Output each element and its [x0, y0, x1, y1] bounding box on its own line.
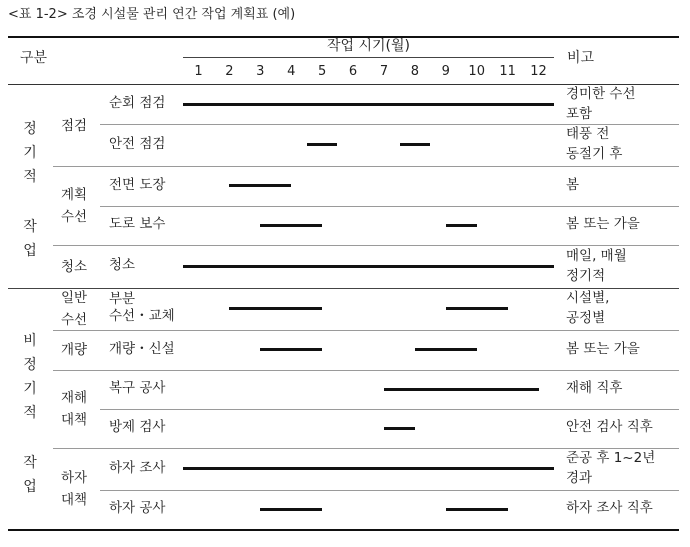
month-label-11: 11	[499, 64, 516, 79]
schedule-bar	[384, 388, 539, 391]
note-text: 봄 또는 가을	[566, 340, 640, 357]
note-text: 준공 후 1~2년 경과	[566, 450, 656, 486]
schedule-bar	[183, 467, 554, 470]
row-divider	[100, 490, 679, 491]
group-label-char: 정	[23, 121, 37, 137]
month-label-7: 7	[379, 64, 389, 79]
schedule-bar	[384, 427, 415, 430]
month-label-12: 12	[530, 64, 547, 79]
group-label	[20, 0, 40, 1]
month-label-8: 8	[410, 64, 419, 79]
subgroup-label: 일반 수선	[60, 290, 88, 328]
schedule-bar	[415, 348, 477, 351]
group-label-char: 정	[23, 357, 37, 373]
task-label: 도로 보수	[109, 216, 166, 232]
group-label-char: 기	[23, 381, 37, 397]
table-caption: <표 1-2> 조경 시설물 관리 연간 작업 계획표 (예)	[8, 7, 296, 22]
note-text: 시설별, 공정별	[566, 290, 610, 326]
group-label-char: 적	[23, 169, 37, 185]
task-label: 순회 점검	[109, 95, 166, 111]
schedule-bar	[446, 307, 508, 310]
schedule-bar	[229, 184, 291, 187]
row-divider	[53, 166, 679, 167]
month-label-1: 1	[194, 64, 203, 79]
note-text: 경미한 수선 포함	[566, 85, 636, 122]
group-label-char: 업	[23, 243, 37, 259]
schedule-bar	[260, 348, 322, 351]
group-label-char: 작	[23, 455, 37, 471]
row-divider	[100, 206, 679, 207]
task-label: 하자 조사	[109, 459, 166, 476]
schedule-bar	[307, 143, 337, 146]
schedule-bar	[446, 508, 508, 511]
task-label: 복구 공사	[109, 380, 166, 396]
header-note: 비고	[567, 50, 595, 66]
group-label-char: 적	[23, 405, 37, 421]
group-label-char: 작	[23, 219, 37, 235]
note-text: 안전 검사 직후	[566, 419, 653, 435]
subgroup-label: 개량	[60, 342, 88, 358]
schedule-bar	[400, 143, 430, 146]
group-label-char: 비	[23, 333, 37, 349]
month-label-9: 9	[441, 64, 450, 79]
task-label: 부분 수선・교체	[109, 291, 175, 324]
schedule-bar	[260, 508, 322, 511]
month-label-4: 4	[287, 64, 296, 79]
task-label: 방제 검사	[109, 419, 166, 435]
month-label-2: 2	[225, 64, 234, 79]
schedule-bar	[229, 307, 322, 310]
month-label-3: 3	[256, 64, 265, 79]
month-label-5: 5	[317, 64, 327, 79]
task-label: 전면 도장	[109, 176, 166, 193]
schedule-bar	[183, 265, 554, 268]
row-divider	[100, 409, 679, 410]
note-text: 봄 또는 가을	[566, 216, 640, 232]
row-divider	[53, 370, 679, 371]
header-period: 작업 시기(월)	[327, 38, 410, 54]
schedule-bar	[260, 224, 322, 227]
note-text: 봄	[566, 176, 580, 193]
schedule-bar	[446, 224, 477, 227]
group-label-char: 업	[23, 479, 37, 495]
subgroup-label: 재해 대책	[60, 390, 88, 428]
subgroup-label: 계획 수선	[60, 186, 88, 225]
table-bottom-border	[8, 529, 679, 531]
note-text: 매일, 매월 정기적	[566, 247, 627, 284]
row-divider	[53, 330, 679, 331]
task-label: 청소	[109, 257, 136, 273]
note-text: 태풍 전 동절기 후	[566, 126, 623, 162]
header-category: 구분	[20, 50, 48, 66]
subgroup-label: 청소	[60, 258, 88, 275]
month-label-10: 10	[468, 64, 485, 79]
task-label: 하자 공사	[109, 500, 166, 516]
schedule-bar	[183, 103, 554, 106]
task-label: 개량・신설	[109, 340, 175, 357]
subgroup-label: 점검	[60, 117, 88, 134]
note-text: 하자 조사 직후	[566, 500, 653, 516]
subgroup-label: 하자 대책	[60, 469, 88, 508]
period-header-divider	[183, 57, 554, 58]
task-label: 안전 점검	[109, 135, 166, 152]
group-label-char: 기	[23, 145, 37, 161]
month-label-6: 6	[348, 64, 358, 79]
note-text: 재해 직후	[566, 380, 623, 396]
